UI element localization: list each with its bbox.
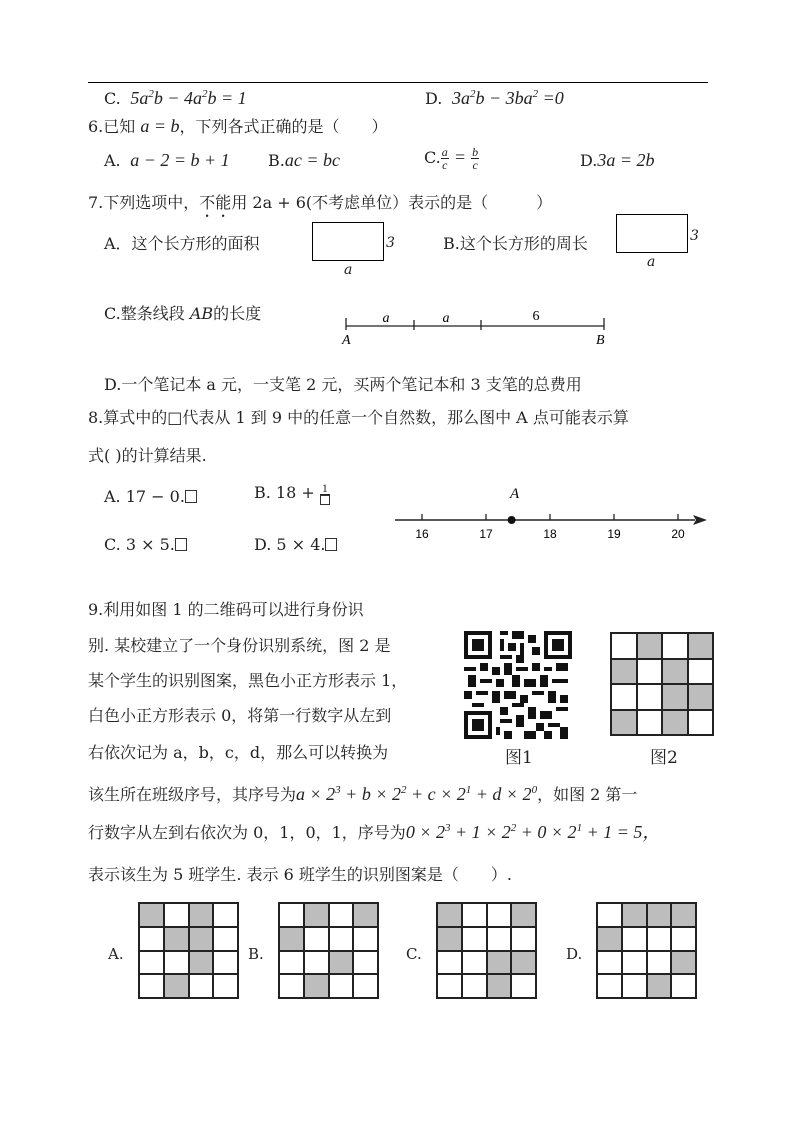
grid-cell-white bbox=[353, 951, 378, 975]
q8-point-a bbox=[508, 516, 516, 524]
grid-cell-white bbox=[353, 927, 378, 951]
q9-option-label-a[interactable]: A. bbox=[108, 945, 124, 963]
q9-option-label-b[interactable]: B. bbox=[248, 945, 264, 963]
grid-cell-white bbox=[279, 951, 304, 975]
grid-cell-black bbox=[304, 903, 329, 927]
grid-cell-white bbox=[597, 974, 622, 998]
grid-cell-black bbox=[511, 903, 536, 927]
grid-cell-white bbox=[213, 927, 238, 951]
grid-cell-white bbox=[304, 927, 329, 951]
grid-cell-white bbox=[462, 951, 487, 975]
q5-option-d[interactable]: D. $3a^2b - 3ba^2 =0$ bbox=[425, 88, 564, 108]
grid-cell-white bbox=[611, 684, 637, 710]
q8-tick-label-18: 18 bbox=[543, 527, 557, 541]
grid-cell-white bbox=[329, 927, 354, 951]
grid-cell-black bbox=[671, 903, 696, 927]
q8-point-a-label: A bbox=[510, 486, 520, 502]
grid-cell-black bbox=[662, 710, 688, 736]
q7-option-a[interactable]: A．这个长方形的面积 bbox=[104, 234, 260, 253]
grid-cell-white bbox=[353, 974, 378, 998]
grid-cell-black bbox=[353, 903, 378, 927]
grid-cell-white bbox=[622, 951, 647, 975]
grid-cell-white bbox=[688, 710, 714, 736]
q9-stem-line-4: 白色小正方形表示 0，将第一行数字从左到 bbox=[88, 706, 392, 725]
fig2-grid bbox=[610, 632, 714, 736]
grid-cell-black bbox=[189, 927, 214, 951]
q8-option-b[interactable]: B. 18 + 1 bbox=[254, 482, 330, 505]
q9-option-grid-c[interactable] bbox=[436, 902, 537, 999]
grid-cell-white bbox=[279, 903, 304, 927]
grid-cell-white bbox=[487, 927, 512, 951]
grid-cell-black bbox=[688, 684, 714, 710]
q9-stem-line-7: 行数字从左到右依次为 0，1，0，1，序号为$0 \times 2^3 + 1 \times 2^2 + 0 \times 2^1 + 1 = 5$， bbox=[88, 822, 661, 842]
grid-cell-black bbox=[597, 927, 622, 951]
q6-option-d[interactable]: D.3a = 2b bbox=[580, 150, 655, 170]
grid-cell-white bbox=[688, 659, 714, 685]
q9-stem-line-1: 9.利用如图 1 的二维码可以进行身份识 bbox=[88, 600, 364, 619]
q7-option-c[interactable]: C.整条线段 AB的长度 bbox=[104, 304, 262, 323]
q9-stem-line-2: 别. 某校建立了一个身份识别系统，图 2 是 bbox=[88, 636, 391, 655]
grid-cell-white bbox=[637, 684, 663, 710]
q9-stem-line-5: 右依次记为 a，b，c，d，那么可以转换为 bbox=[88, 743, 389, 762]
q9-option-grid-d[interactable] bbox=[596, 902, 697, 999]
grid-cell-black bbox=[279, 927, 304, 951]
grid-cell-white bbox=[139, 974, 164, 998]
q6-stem: 6.已知 a = b，下列各式正确的是（ ） bbox=[88, 116, 388, 136]
grid-cell-black bbox=[437, 903, 462, 927]
grid-cell-black bbox=[637, 633, 663, 659]
grid-cell-white bbox=[671, 974, 696, 998]
q5-option-c-formula: $5a^2b - 4a^2b = 1$ bbox=[125, 88, 247, 108]
q8-option-c[interactable]: C. 3 × 5. bbox=[104, 535, 187, 554]
grid-cell-white bbox=[462, 903, 487, 927]
q8-tick-label-17: 17 bbox=[479, 527, 493, 541]
q5-option-c[interactable]: C. $5a^2b - 4a^2b = 1$ bbox=[104, 88, 247, 108]
grid-cell-white bbox=[662, 633, 688, 659]
qr-code-icon bbox=[464, 631, 572, 739]
q7-seg-end-b: B bbox=[596, 333, 605, 348]
grid-cell-black bbox=[139, 903, 164, 927]
q7-option-b[interactable]: B.这个长方形的周长 bbox=[443, 234, 588, 253]
grid-cell-white bbox=[487, 903, 512, 927]
grid-cell-black bbox=[164, 974, 189, 998]
grid-cell-black bbox=[329, 951, 354, 975]
q6-option-c[interactable]: C. $\frac{a}{c}$ = $\frac{b}{c}$ bbox=[424, 145, 479, 172]
q7-segment-diagram bbox=[336, 300, 626, 350]
grid-cell-white bbox=[622, 927, 647, 951]
q9-option-label-c[interactable]: C. bbox=[406, 945, 422, 963]
q6-option-b[interactable]: B.ac = bc bbox=[268, 150, 340, 170]
grid-cell-black bbox=[662, 684, 688, 710]
q7-stem: 7.下列选项中，不能用 2a + 6(不考虑单位）表示的是（ ） bbox=[88, 193, 553, 212]
grid-cell-white bbox=[164, 951, 189, 975]
q7-rect-b-base: a bbox=[647, 254, 656, 270]
grid-cell-white bbox=[213, 951, 238, 975]
header-rule bbox=[88, 82, 708, 83]
grid-cell-black bbox=[647, 974, 672, 998]
q9-stem-line-8: 表示该生为 5 班学生. 表示 6 班学生的识别图案是（ ）. bbox=[88, 865, 512, 884]
grid-cell-white bbox=[329, 903, 354, 927]
q7-option-d[interactable]: D.一个笔记本 a 元，一支笔 2 元，买两个笔记本和 3 支笔的总费用 bbox=[104, 375, 582, 394]
grid-cell-white bbox=[279, 974, 304, 998]
grid-cell-black bbox=[647, 903, 672, 927]
grid-cell-black bbox=[164, 927, 189, 951]
grid-cell-white bbox=[462, 927, 487, 951]
grid-cell-white bbox=[647, 927, 672, 951]
grid-cell-white bbox=[511, 927, 536, 951]
grid-cell-white bbox=[637, 659, 663, 685]
grid-cell-white bbox=[637, 710, 663, 736]
q5-option-d-formula: $3a^2b - 3ba^2 =0$ bbox=[447, 88, 564, 108]
grid-cell-black bbox=[671, 951, 696, 975]
grid-cell-white bbox=[671, 927, 696, 951]
q8-number-line bbox=[395, 480, 715, 545]
grid-cell-black bbox=[304, 974, 329, 998]
grid-cell-white bbox=[189, 974, 214, 998]
grid-cell-white bbox=[329, 974, 354, 998]
q8-tick-label-19: 19 bbox=[607, 527, 621, 541]
q8-option-a[interactable]: A. 17 − 0. bbox=[104, 487, 197, 506]
q7-seg-label-3: 6 bbox=[532, 309, 540, 324]
grid-cell-white bbox=[304, 951, 329, 975]
grid-cell-white bbox=[437, 951, 462, 975]
grid-cell-white bbox=[647, 951, 672, 975]
q7-rect-b bbox=[616, 214, 688, 253]
q7-rect-b-side: 3 bbox=[690, 228, 699, 244]
grid-cell-black bbox=[189, 903, 214, 927]
grid-cell-black bbox=[511, 951, 536, 975]
grid-cell-black bbox=[437, 927, 462, 951]
fig1-caption: 图1 bbox=[505, 748, 533, 768]
grid-cell-black bbox=[611, 659, 637, 685]
grid-cell-white bbox=[611, 633, 637, 659]
grid-cell-black bbox=[662, 659, 688, 685]
q9-option-label-d[interactable]: D. bbox=[566, 945, 583, 963]
grid-cell-white bbox=[139, 927, 164, 951]
q9-option-grid-b[interactable] bbox=[278, 902, 379, 999]
grid-cell-white bbox=[164, 903, 189, 927]
q8-tick-label-20: 20 bbox=[671, 527, 685, 541]
q9-stem-line-3: 某个学生的识别图案，黑色小正方形表示 1， bbox=[88, 671, 408, 690]
q7-seg-end-a: A bbox=[342, 333, 351, 348]
q8-tick-label-16: 16 bbox=[415, 527, 429, 541]
grid-cell-white bbox=[139, 951, 164, 975]
fig2-caption: 图2 bbox=[650, 748, 678, 768]
grid-cell-white bbox=[462, 974, 487, 998]
grid-cell-white bbox=[597, 903, 622, 927]
q8-stem-line2: 式( )的计算结果. bbox=[88, 446, 207, 465]
grid-cell-white bbox=[622, 974, 647, 998]
grid-cell-white bbox=[511, 974, 536, 998]
q6-option-a[interactable]: A. a − 2 = b + 1 bbox=[104, 150, 230, 170]
grid-cell-black bbox=[688, 633, 714, 659]
q9-stem-line-6: 该生所在班级序号，其序号为$a \times 2^3 + b \times 2^2 + c \times 2^1 + d \times 2^0$，如图 2 第一 bbox=[88, 784, 638, 804]
grid-cell-black bbox=[487, 974, 512, 998]
q8-stem-line1: 8.算式中的□代表从 1 到 9 中的任意一个自然数，那么图中 A 点可能表示算 bbox=[88, 408, 629, 427]
grid-cell-black bbox=[189, 951, 214, 975]
q7-rect-a-base: a bbox=[344, 262, 353, 278]
q7-seg-label-2: a bbox=[442, 311, 450, 326]
q7-seg-label-1: a bbox=[382, 311, 390, 326]
grid-cell-white bbox=[437, 974, 462, 998]
grid-cell-black bbox=[622, 903, 647, 927]
q7-rect-a bbox=[312, 222, 384, 261]
grid-cell-black bbox=[611, 710, 637, 736]
grid-cell-white bbox=[597, 951, 622, 975]
q8-option-d[interactable]: D. 5 × 4. bbox=[254, 535, 337, 554]
grid-cell-white bbox=[213, 974, 238, 998]
grid-cell-black bbox=[487, 951, 512, 975]
grid-cell-white bbox=[213, 903, 238, 927]
q9-option-grid-a[interactable] bbox=[138, 902, 239, 999]
q7-rect-a-side: 3 bbox=[386, 235, 395, 251]
